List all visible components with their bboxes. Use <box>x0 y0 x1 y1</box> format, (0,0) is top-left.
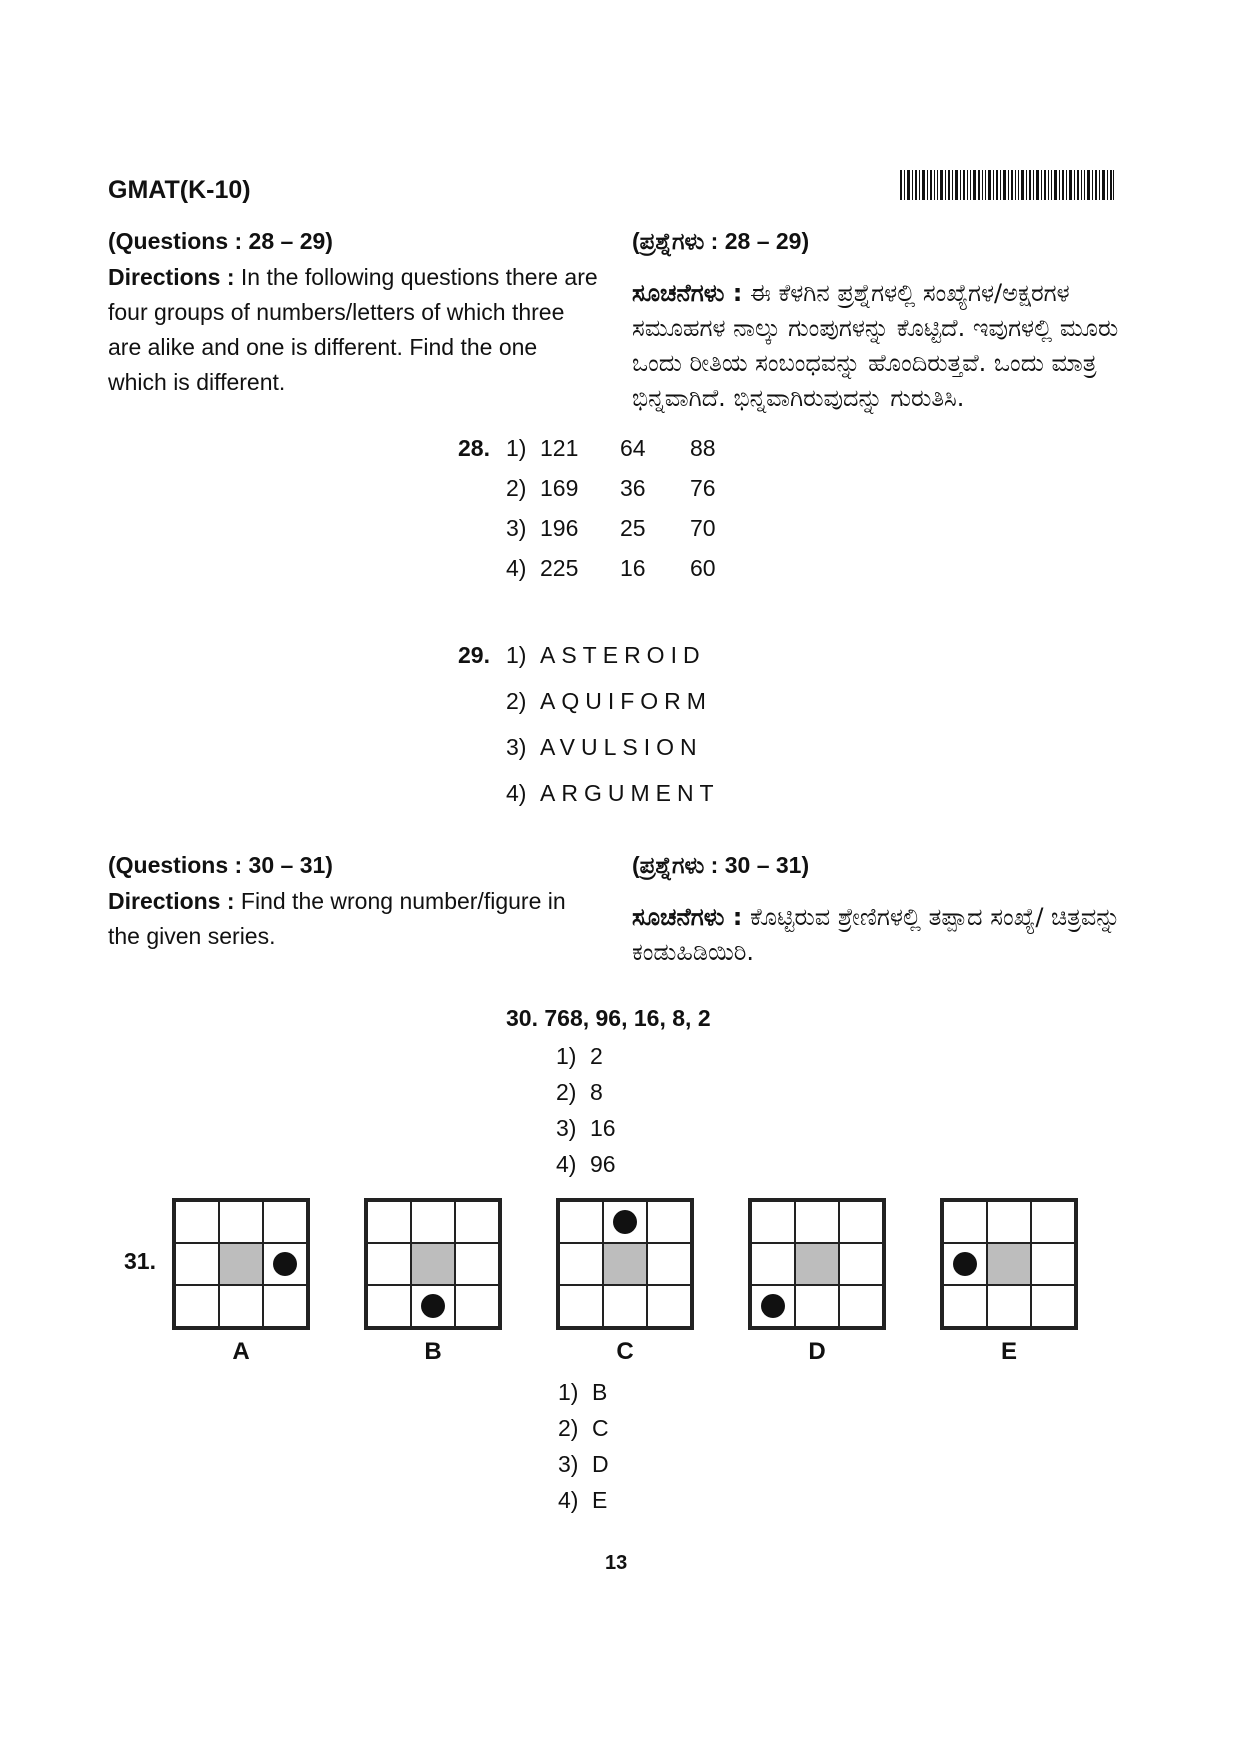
option-number: 2) <box>506 688 527 714</box>
value-b: 25 <box>620 515 646 541</box>
q29-option-4[interactable] <box>458 770 720 816</box>
section2-directions-en <box>108 884 598 954</box>
q30-option-3[interactable] <box>556 1110 616 1146</box>
option-text: 96 <box>590 1151 616 1177</box>
option-number: 1) <box>506 642 527 668</box>
value-a: 225 <box>540 555 579 581</box>
option-text: ARGUMENT <box>540 780 720 806</box>
q31-option-1[interactable] <box>558 1374 609 1410</box>
directions-text-kn: ಕೊಟ್ಟಿರುವ ಶ್ರೇಣಿಗಳಲ್ಲಿ ತಪ್ಪಾದ ಸಂಖ್ಯೆ/ ಚಿತ್ರವನ್ನು ಕಂಡುಹಿಡಿಯಿರಿ. <box>632 903 1121 966</box>
option-number: 4) <box>558 1487 579 1513</box>
q31-option-3[interactable] <box>558 1446 609 1482</box>
directions-label-kn: ಸೂಚನೆಗಳು : <box>632 903 743 931</box>
option-number: 3) <box>558 1451 579 1477</box>
section2-heading-en: (Questions : 30 – 31) <box>108 852 333 878</box>
option-number: 1) <box>506 435 527 461</box>
figure-e-grid <box>940 1198 1078 1330</box>
section1-directions-kn <box>632 276 1152 416</box>
option-text: B <box>592 1379 608 1405</box>
question-30-title: 30. 768, 96, 16, 8, 2 <box>506 1005 711 1031</box>
question-29 <box>458 632 720 816</box>
option-number: 4) <box>506 555 527 581</box>
q29-option-3[interactable] <box>458 724 720 770</box>
section1-directions-en <box>108 260 598 400</box>
q30-option-4[interactable] <box>556 1146 616 1182</box>
option-text: D <box>592 1451 609 1477</box>
directions-text-kn: ಈ ಕೆಳಗಿನ ಪ್ರಶ್ನೆಗಳಲ್ಲಿ ಸಂಖ್ಯೆಗಳ/ಅಕ್ಷರಗಳ ಸಮೂಹಗಳ ನಾಲ್ಕು ಗುಂಪುಗಳನ್ನು ಕೊಟ್ಟಿದೆ. ಇವುಗಳಲ್ಲಿ ಮೂರು ಒಂದು ರೀತಿಯ ಸಂಬಂಧವನ್ನು ಹೊಂದಿರುತ್ತವೆ. ಒಂದು ಮಾತ್ರ ಭಿನ್ನವಾಗಿದೆ. ಭಿನ್ನವಾಗಿರುವುದನ್ನು ಗುರುತಿಸಿ. <box>632 279 1119 412</box>
directions-label-kn: ಸೂಚನೆಗಳು : <box>632 279 743 307</box>
option-number: 2) <box>556 1079 577 1105</box>
q28-option-3[interactable] <box>458 508 716 548</box>
figure-b-label: B <box>424 1338 442 1365</box>
q31-option-4[interactable] <box>558 1482 609 1518</box>
figure-a-label: A <box>232 1338 250 1365</box>
section1-heading-en: (Questions : 28 – 29) <box>108 228 333 254</box>
figure-c-label: C <box>616 1338 634 1365</box>
dot-icon <box>761 1294 785 1318</box>
page-number: 13 <box>605 1552 628 1574</box>
question-number: 29. <box>458 642 490 668</box>
question-28 <box>458 428 716 588</box>
option-text: ASTEROID <box>540 642 706 668</box>
value-c: 88 <box>690 435 716 461</box>
option-number: 3) <box>556 1115 577 1141</box>
figure-e-label: E <box>1000 1338 1017 1365</box>
section1-heading-kn: (ಪ್ರಶ್ನೆಗಳು : 28 – 29) <box>632 228 810 254</box>
figure-d-grid <box>748 1198 886 1330</box>
value-a: 121 <box>540 435 579 461</box>
q28-option-2[interactable] <box>458 468 716 508</box>
option-number: 2) <box>558 1415 579 1441</box>
q31-option-2[interactable] <box>558 1410 609 1446</box>
dot-icon <box>613 1210 637 1234</box>
directions-text: In the following questions there are four groups of numbers/letters of which three are alike and one is different. Find the one which is different. <box>108 264 598 395</box>
value-b: 16 <box>620 555 646 581</box>
value-a: 169 <box>540 475 579 501</box>
option-text: 2 <box>590 1043 603 1069</box>
exam-code: GMAT(K-10) <box>108 176 251 204</box>
option-text: E <box>592 1487 608 1513</box>
section2-heading-kn: (ಪ್ರಶ್ನೆಗಳು : 30 – 31) <box>632 852 810 878</box>
option-text: C <box>592 1415 609 1441</box>
figure-c-grid <box>556 1198 694 1330</box>
q28-option-1[interactable] <box>458 428 716 468</box>
figure-a-grid <box>172 1198 310 1330</box>
question-number: 28. <box>458 435 490 461</box>
figure-b-grid <box>364 1198 502 1330</box>
dot-icon <box>273 1252 297 1276</box>
q30-option-1[interactable] <box>556 1038 616 1074</box>
question-30-options <box>556 1038 616 1182</box>
dot-icon <box>421 1294 445 1318</box>
option-number: 2) <box>506 475 527 501</box>
dot-icon <box>953 1252 977 1276</box>
q29-option-1[interactable] <box>458 632 720 678</box>
q30-option-2[interactable] <box>556 1074 616 1110</box>
section2-directions-kn <box>632 900 1152 970</box>
figure-d-label: D <box>808 1338 826 1365</box>
option-number: 3) <box>506 734 527 760</box>
option-number: 4) <box>556 1151 577 1177</box>
directions-label: Directions : <box>108 888 235 914</box>
value-c: 60 <box>690 555 716 581</box>
value-a: 196 <box>540 515 579 541</box>
option-text: AQUIFORM <box>540 688 712 714</box>
directions-label: Directions : <box>108 264 235 290</box>
option-number: 3) <box>506 515 527 541</box>
option-text: 8 <box>590 1079 603 1105</box>
directions-text: Find the wrong number/figure in the given series. <box>108 888 566 949</box>
question-31-options <box>558 1374 609 1518</box>
value-c: 76 <box>690 475 716 501</box>
option-text: AVULSION <box>540 734 703 760</box>
option-text: 16 <box>590 1115 616 1141</box>
value-c: 70 <box>690 515 716 541</box>
value-b: 64 <box>620 435 646 461</box>
q28-option-4[interactable] <box>458 548 716 588</box>
question-31-number: 31. <box>124 1248 156 1274</box>
option-number: 1) <box>558 1379 579 1405</box>
option-number: 1) <box>556 1043 577 1069</box>
option-number: 4) <box>506 780 527 806</box>
value-b: 36 <box>620 475 646 501</box>
q29-option-2[interactable] <box>458 678 720 724</box>
barcode <box>900 170 1114 200</box>
